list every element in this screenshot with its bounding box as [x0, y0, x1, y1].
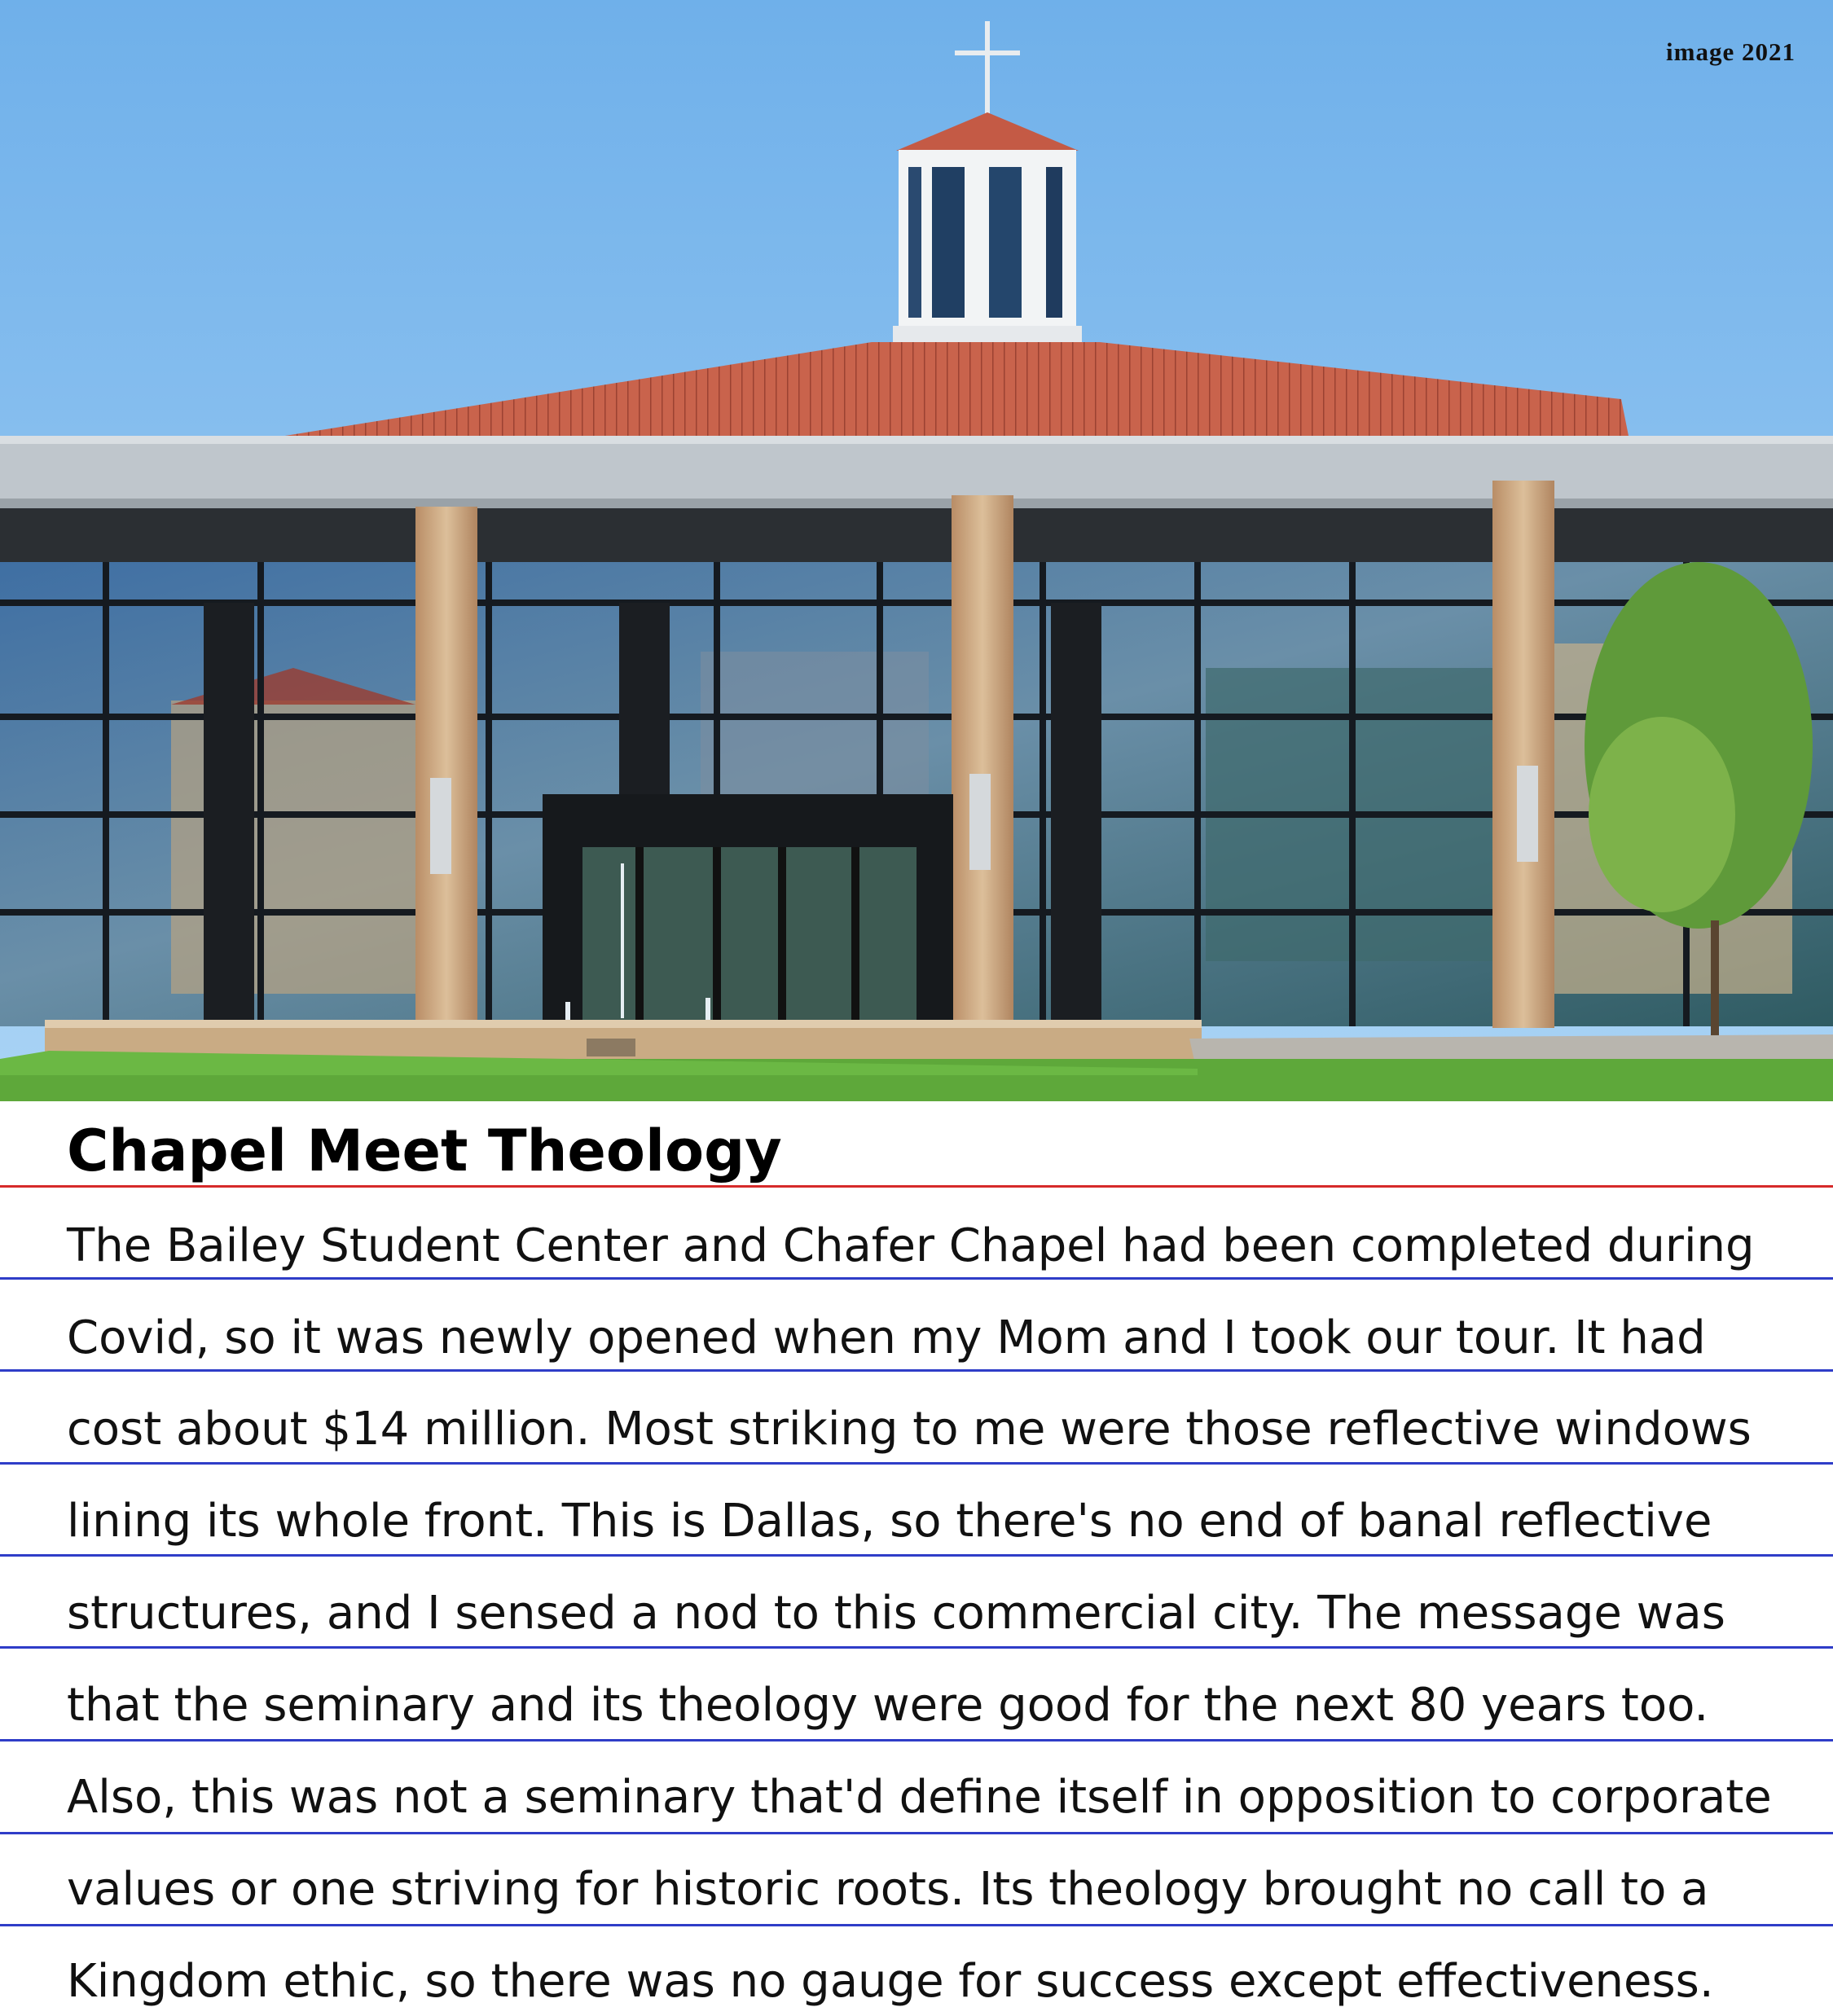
text-line: Covid, so it was newly opened when my Mom and I took our tour. It had [67, 1311, 1706, 1364]
ruled-line [0, 1554, 1833, 1557]
text-line: that the seminary and its theology were good for the next 80 years too. [67, 1679, 1709, 1732]
ruled-line [0, 1277, 1833, 1280]
article-title: Chapel Meet Theology [67, 1118, 782, 1184]
photo-credit: image 2021 [1666, 37, 1796, 66]
ruled-line [0, 1924, 1833, 1926]
title-rule [0, 1185, 1833, 1188]
text-line: values or one striving for historic roots. Its theology brought no call to a [67, 1863, 1709, 1916]
ruled-line [0, 1646, 1833, 1649]
text-line: cost about $14 million. Most striking to me were those reflective windows [67, 1403, 1752, 1456]
text-line: structures, and I sensed a nod to this commercial city. The message was [67, 1587, 1725, 1640]
text-line: lining its whole front. This is Dallas, so there's no end of banal reflective [67, 1495, 1712, 1548]
ruled-line [0, 1462, 1833, 1465]
ruled-line [0, 1832, 1833, 1834]
ruled-line [0, 1369, 1833, 1372]
ruled-line [0, 1739, 1833, 1741]
text-line: Kingdom ethic, so there was no gauge for success except effectiveness. [67, 1955, 1714, 2008]
text-line: The Bailey Student Center and Chafer Chapel had been completed during [67, 1219, 1755, 1272]
text-line: Also, this was not a seminary that'd define itself in opposition to corporate [67, 1771, 1772, 1824]
